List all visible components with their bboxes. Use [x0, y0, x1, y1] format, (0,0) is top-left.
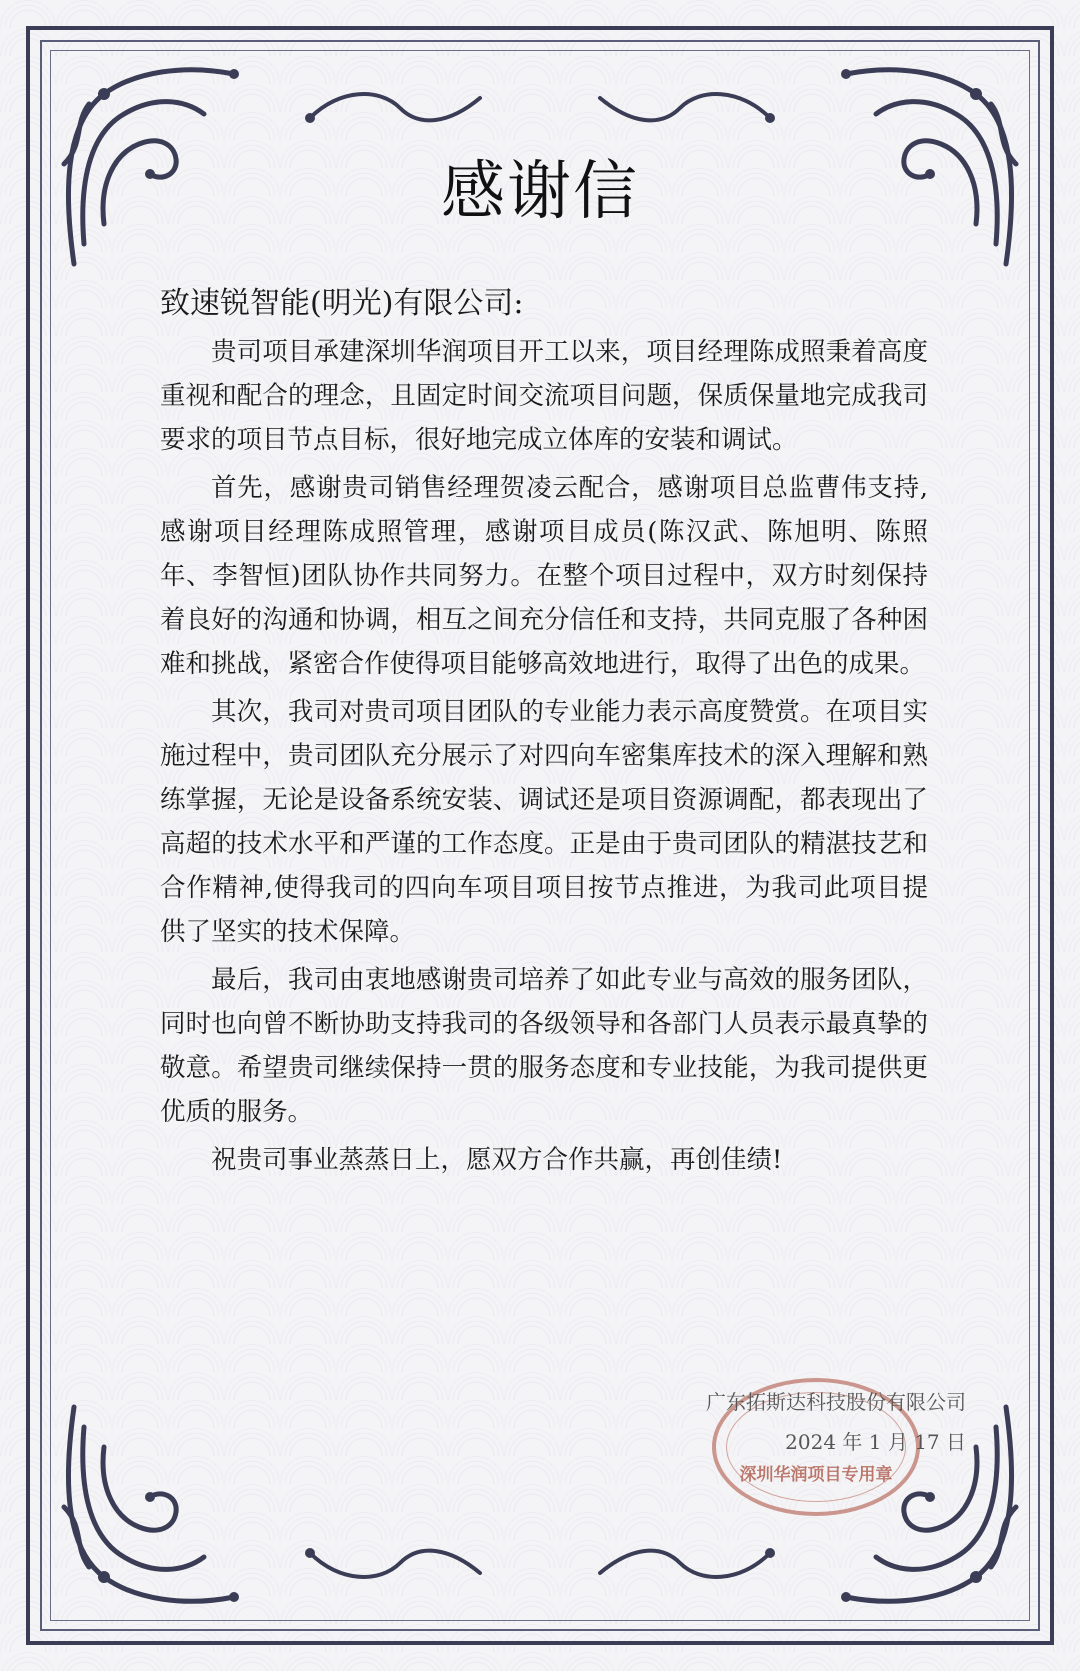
flourish-top-right: [590, 78, 780, 138]
paragraph: 贵司项目承建深圳华润项目开工以来，项目经理陈成照秉着高度重视和配合的理念，且固定时间交流项目问题，保质保量地完成我司要求的项目节点目标，很好地完成立体库的安装和调试。: [160, 337, 928, 455]
paragraph: 祝贵司事业蒸蒸日上，愿双方合作共赢，再创佳绩!: [211, 1145, 783, 1175]
paragraph: 首先，感谢贵司销售经理贺凌云配合，感谢项目总监曹伟支持,感谢项目经理陈成照管理，感谢项目成员(陈汉武、陈旭明、陈照年、李智恒)团队协作共同努力。在整个项目过程中，双方时刻保持着良好的沟通和协调，相互之间充分信任和支持，共同克服了各种困难和挑战，紧密合作使得项目能够高效地进行，取得了出色的成果。: [160, 473, 928, 679]
letter-title: 感谢信: [441, 155, 639, 229]
letter-body: [160, 330, 928, 1186]
corner-ornament-bottom-left: [44, 1397, 244, 1627]
paragraph: 其次，我司对贵司项目团队的专业能力表示高度赞赏。在项目实施过程中，贵司团队充分展示了对四向车密集库技术的深入理解和熟练掌握，无论是设备系统安装、调试还是项目资源调配，都表现出了高超的技术水平和严谨的工作态度。正是由于贵司团队的精湛技艺和合作精神,使得我司的四向车项目项目按节点推进，为我司此项目提供了坚实的技术保障。: [160, 697, 928, 947]
flourish-bottom-left: [300, 1533, 490, 1593]
signature-company: 广东拓斯达科技股份有限公司: [706, 1390, 966, 1414]
seal-text: 深圳华润项目专用章: [739, 1465, 893, 1485]
signature-date: 2024 年 1 月 17 日: [785, 1430, 966, 1454]
signature-block: [706, 1382, 966, 1462]
flourish-bottom-right: [590, 1533, 780, 1593]
letter-recipient: 致速锐智能(明光)有限公司:: [160, 286, 524, 321]
flourish-top-left: [300, 78, 490, 138]
paragraph: 最后，我司由衷地感谢贵司培养了如此专业与高效的服务团队，同时也向曾不断协助支持我司的各级领导和各部门人员表示最真挚的敬意。希望贵司继续保持一贯的服务态度和专业技能，为我司提供更优质的服务。: [160, 965, 928, 1127]
